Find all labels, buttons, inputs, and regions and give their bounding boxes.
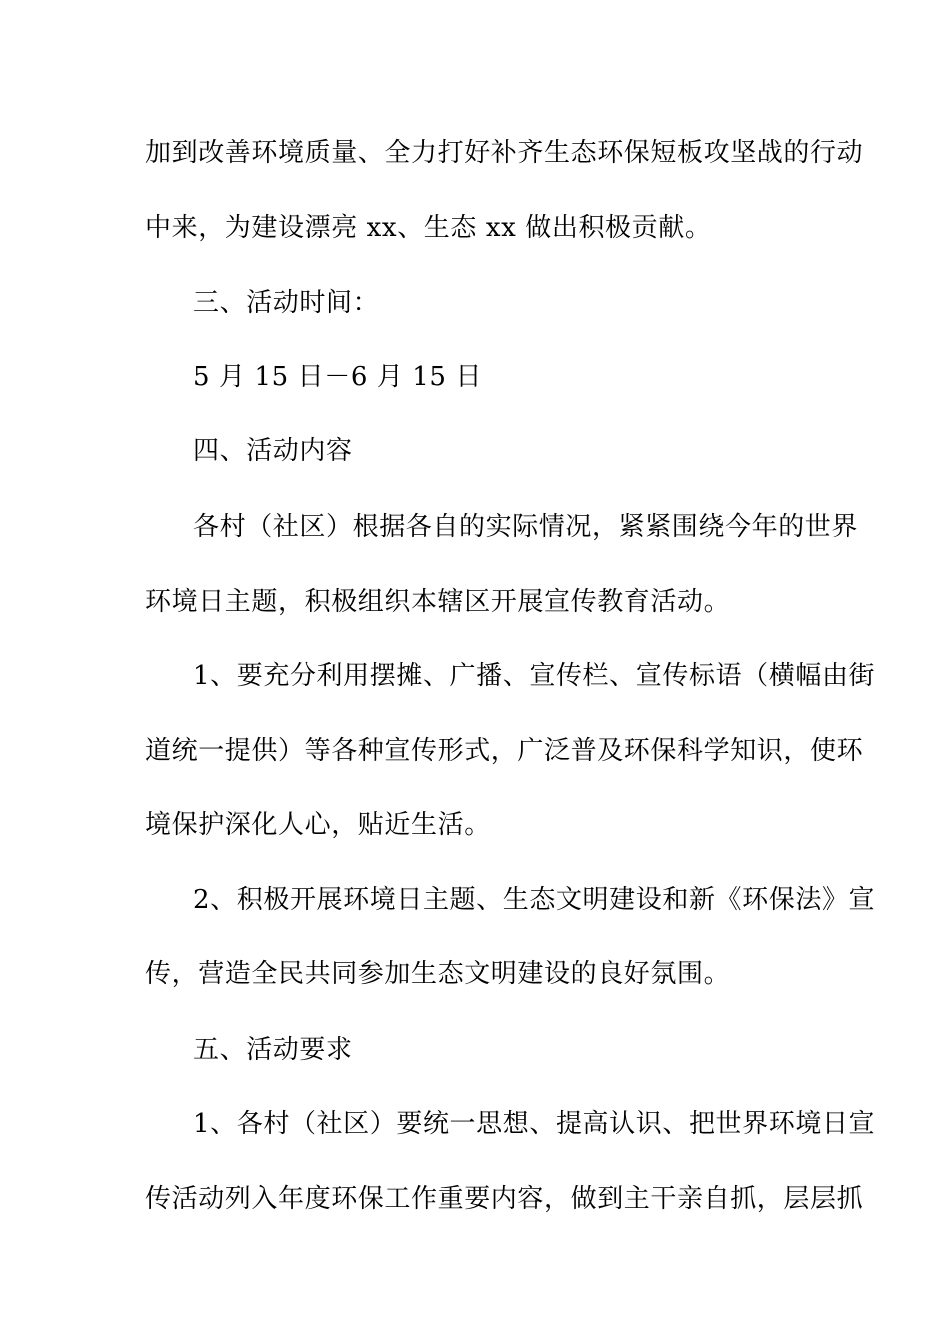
list-item-line: 1、各村（社区）要统一思想、提高认识、把世界环境日宣 xyxy=(193,1109,876,1139)
date-range-text: 5 月 15 日－6 月 15 日 xyxy=(193,362,483,392)
list-item-line: 2、积极开展环境日主题、生态文明建设和新《环保法》宣 xyxy=(193,885,876,915)
paragraph-line: 加到改善环境质量、全力打好补齐生态环保短板攻坚战的行动 xyxy=(145,138,864,168)
paragraph-line: 环境日主题，积极组织本辖区开展宣传教育活动。 xyxy=(145,587,731,617)
paragraph-line: 各村（社区）根据各自的实际情况，紧紧围绕今年的世界 xyxy=(193,512,859,542)
list-item-line: 道统一提供）等各种宣传形式，广泛普及环保科学知识，使环 xyxy=(145,736,864,766)
list-item-line: 传活动列入年度环保工作重要内容，做到主干亲自抓，层层抓 xyxy=(145,1184,864,1214)
list-item-line: 1、要充分利用摆摊、广播、宣传栏、宣传标语（横幅由街 xyxy=(193,661,876,691)
section-heading-time: 三、活动时间： xyxy=(193,288,380,318)
section-heading-requirements: 五、活动要求 xyxy=(193,1035,353,1065)
paragraph-line: 中来，为建设漂亮 xx、生态 xx 做出积极贡献。 xyxy=(145,213,712,243)
section-heading-content: 四、活动内容 xyxy=(193,436,353,466)
list-item-line: 传，营造全民共同参加生态文明建设的良好氛围。 xyxy=(145,959,731,989)
list-item-line: 境保护深化人心，贴近生活。 xyxy=(145,810,491,840)
